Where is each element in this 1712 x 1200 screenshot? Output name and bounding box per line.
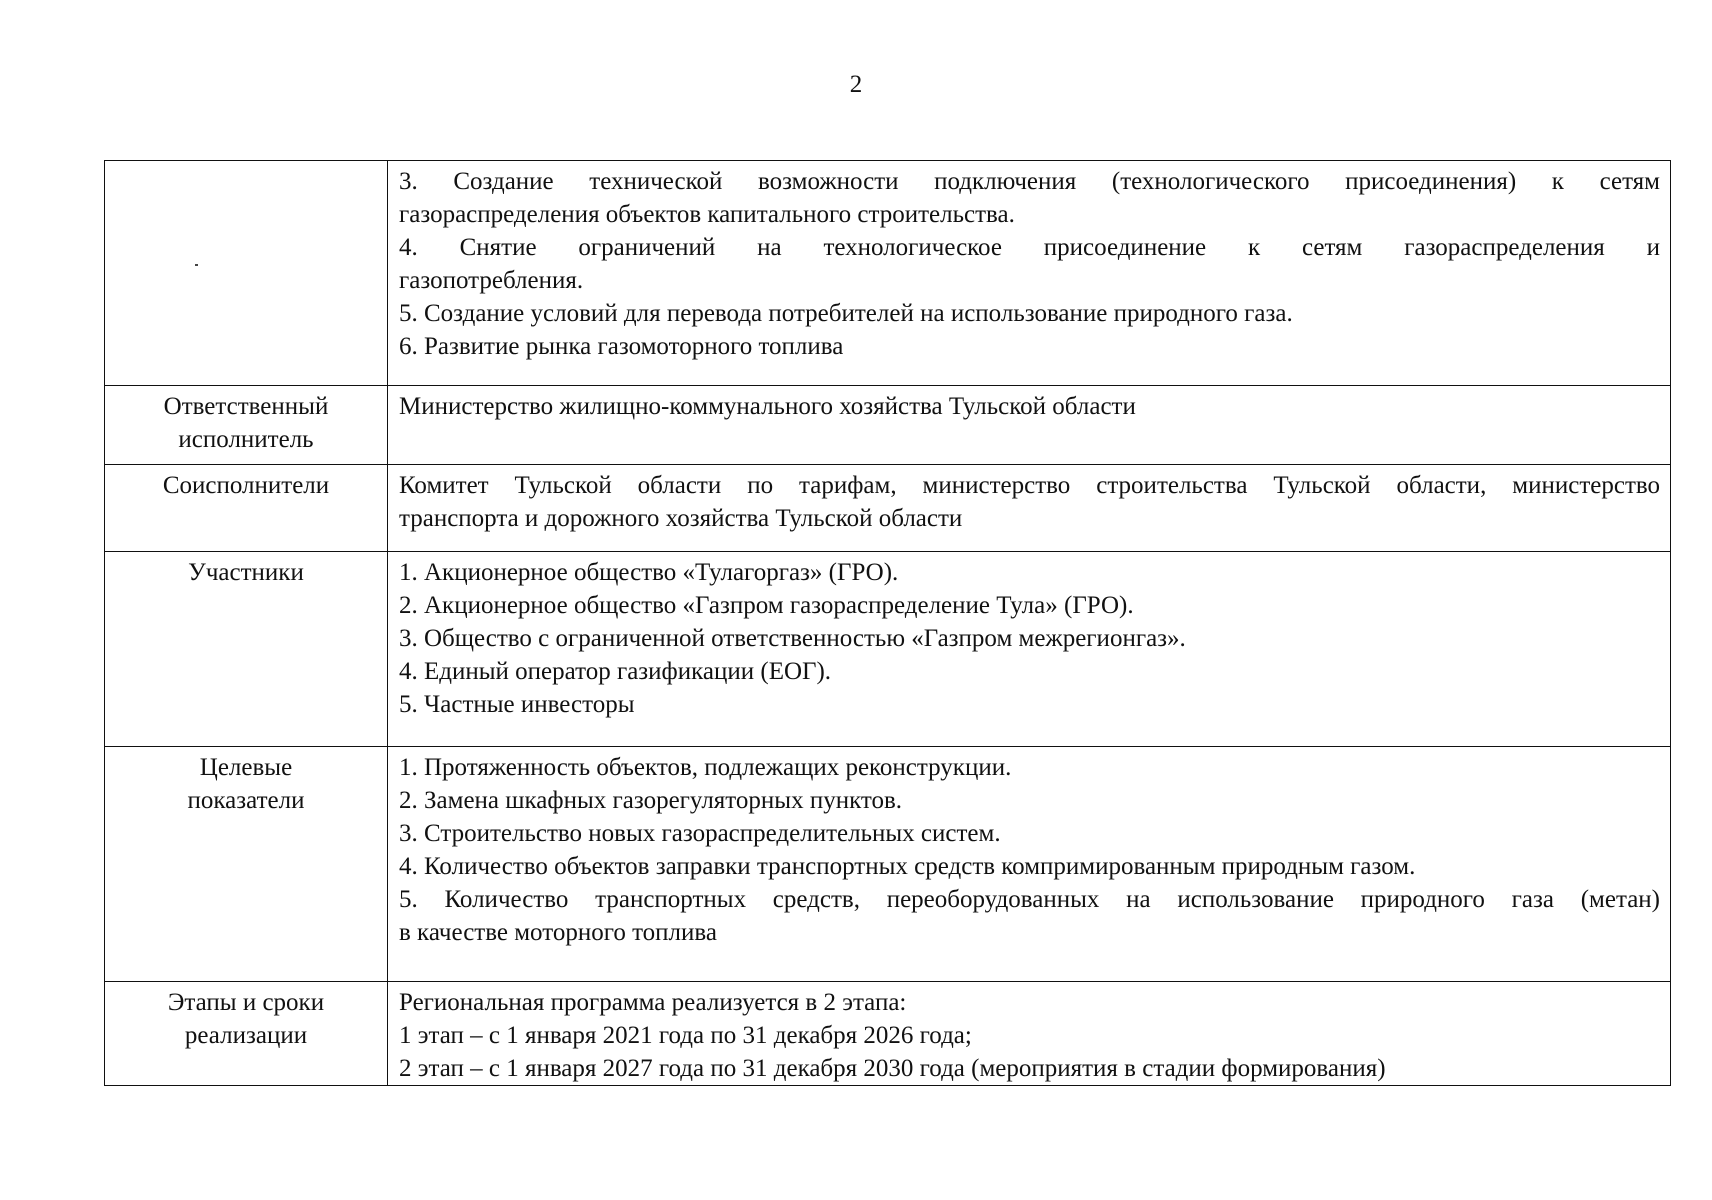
table-row-coexecutors (105, 465, 1671, 552)
stages-label-line1: Этапы и сроки (167, 989, 325, 1016)
coexecutors-label-cell: Соисполнители (105, 465, 388, 552)
responsible-content-cell (388, 386, 1671, 465)
responsible-label-cell (105, 386, 388, 465)
targets-label-line1: Целевые (199, 754, 293, 781)
targets-label-line2: показатели (187, 787, 305, 814)
stages-label-line2: реализации (184, 1022, 308, 1049)
page-number: 2 (849, 71, 863, 98)
stage-1: 1 этап – с 1 января 2021 года по 31 декабря 2026 года; (399, 1022, 972, 1049)
targets-label-cell (105, 747, 388, 982)
task-item-4-line2: газопотребления. (399, 267, 584, 294)
task-item-3-line2: газораспределения объектов капитального строительства. (399, 201, 1015, 228)
coexecutors-line1: Комитет Тульской области по тарифам, министерство строительства Тульской области, министерство (399, 472, 1660, 499)
task-item-6: 6. Развитие рынка газомоторного топлива (399, 333, 844, 360)
stages-intro: Региональная программа реализуется в 2 этапа: (399, 989, 907, 1016)
participants-label-cell: Участники (105, 552, 388, 747)
coexecutors-line2: транспорта и дорожного хозяйства Тульской области (399, 505, 963, 532)
participant-item-5: 5. Частные инвесторы (399, 691, 635, 718)
coexecutors-content-cell (388, 465, 1671, 552)
participant-item-1: 1. Акционерное общество «Тулагоргаз» (ГРО). (399, 559, 899, 586)
target-item-2: 2. Замена шкафных газорегуляторных пунктов. (399, 787, 903, 814)
target-item-3: 3. Строительство новых газораспределительных систем. (399, 820, 1001, 847)
table-row-targets (105, 747, 1671, 982)
table-row-stages (105, 982, 1671, 1086)
participant-item-2: 2. Акционерное общество «Газпром газораспределение Тула» (ГРО). (399, 592, 1134, 619)
target-item-4: 4. Количество объектов заправки транспортных средств компримированным природным газом. (399, 853, 1416, 880)
participant-item-4: 4. Единый оператор газификации (ЕОГ). (399, 658, 832, 685)
stages-content-cell (388, 982, 1671, 1086)
responsible-label-line2: исполнитель (178, 426, 314, 453)
participant-item-3: 3. Общество с ограниченной ответственностью «Газпром межрегионгаз». (399, 625, 1186, 652)
task-item-3-line1: 3. Создание технической возможности подключения (технологического присоединения) к сетям (399, 168, 1660, 195)
target-item-1: 1. Протяженность объектов, подлежащих реконструкции. (399, 754, 1012, 781)
responsible-text: Министерство жилищно-коммунального хозяйства Тульской области (399, 393, 1136, 420)
stages-label-cell (105, 982, 388, 1086)
stage-2: 2 этап – с 1 января 2027 года по 31 декабря 2030 года (мероприятия в стадии формирования) (399, 1055, 1386, 1082)
targets-content-cell (388, 747, 1671, 982)
target-item-5-line2: в качестве моторного топлива (399, 919, 717, 946)
program-passport-table (104, 160, 1671, 1086)
participants-content-cell (388, 552, 1671, 747)
tasks-content-cell (388, 161, 1671, 386)
table-row-responsible (105, 386, 1671, 465)
task-item-4-line1: 4. Снятие ограничений на технологическое присоединение к сетям газораспределения и (399, 234, 1660, 261)
table-row-tasks (105, 161, 1671, 386)
tasks-label-cell (105, 161, 388, 386)
table-row-participants (105, 552, 1671, 747)
responsible-label-line1: Ответственный (163, 393, 329, 420)
target-item-5-line1: 5. Количество транспортных средств, переоборудованных на использование природного газа (метан) (399, 886, 1660, 913)
task-item-5: 5. Создание условий для перевода потребителей на использование природного газа. (399, 300, 1293, 327)
